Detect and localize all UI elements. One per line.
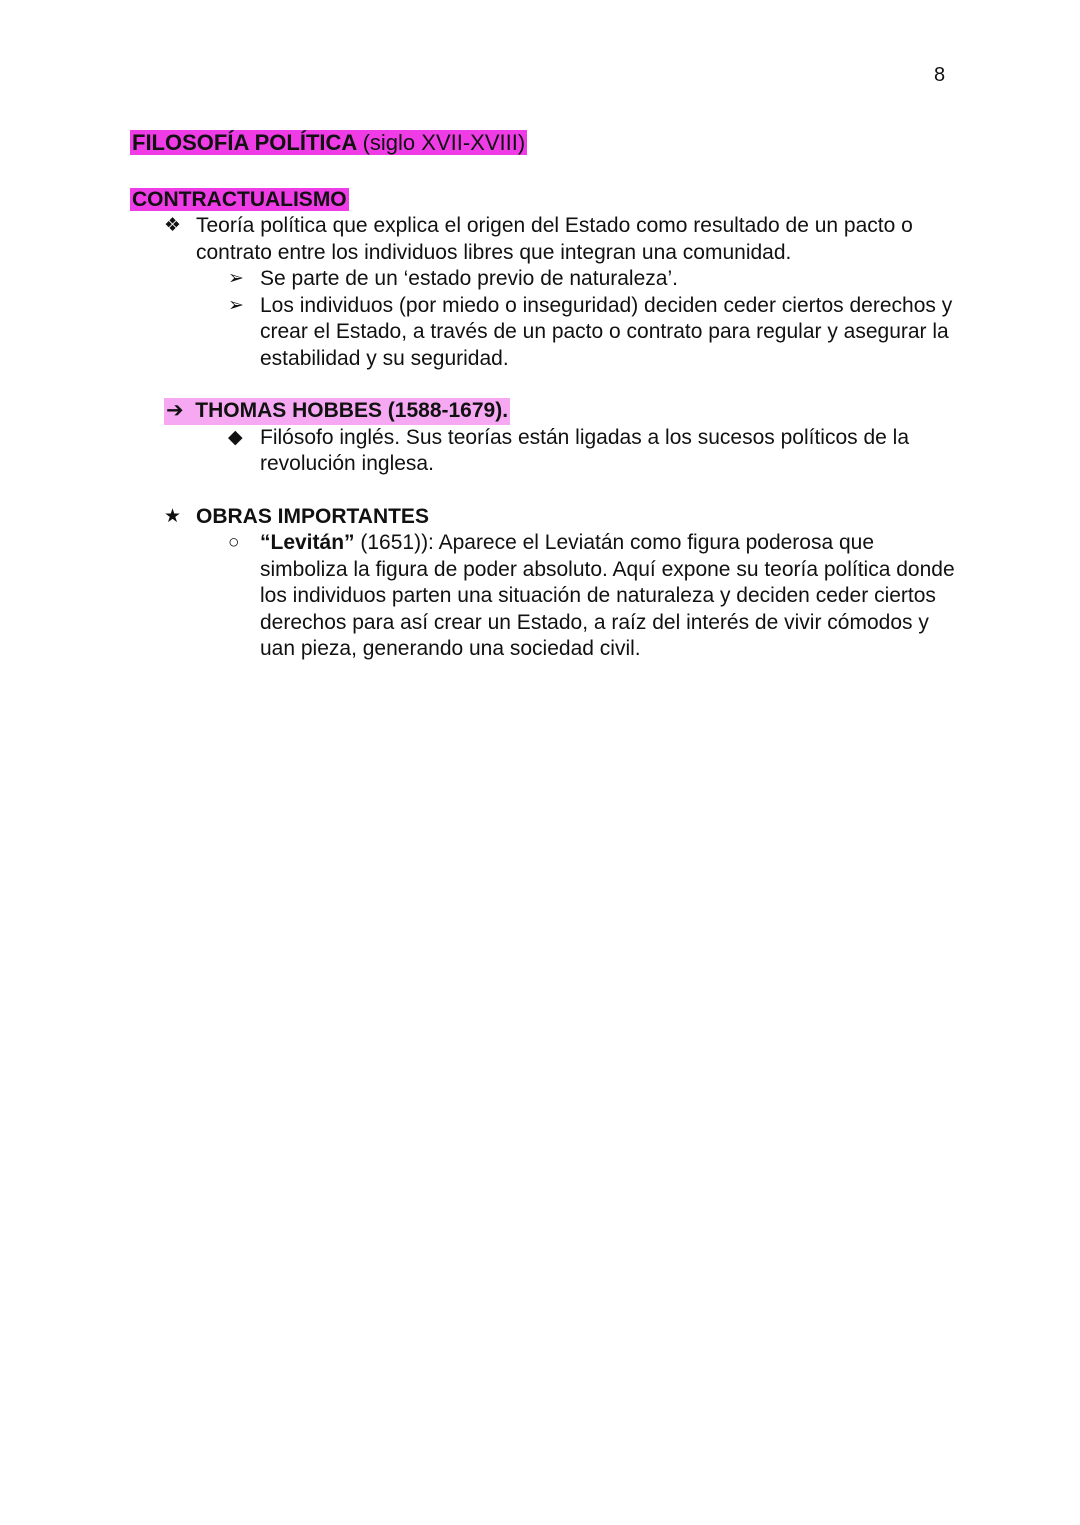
section-obras — [130, 504, 960, 663]
section-contractualismo — [130, 187, 960, 373]
hobbes-heading-row — [130, 398, 960, 425]
hobbes-description: Filósofo inglés. Sus teorías están ligadas a los sucesos políticos de la revolución inglesa. — [260, 425, 910, 475]
diamond-bullet-icon: ❖ — [164, 215, 182, 236]
page-number: 8 — [934, 64, 946, 86]
work-title: “Levitán” — [260, 531, 355, 554]
hobbes-heading: THOMAS HOBBES (1588-1679). — [195, 399, 509, 422]
list-item — [130, 266, 960, 293]
document-body — [130, 130, 960, 663]
hobbes-heading-highlight — [164, 398, 510, 425]
contractualismo-heading-row — [130, 187, 960, 214]
arrowhead-bullet-icon: ➢ — [228, 294, 244, 316]
arrow-right-icon: ➔ — [166, 399, 184, 422]
contractualismo-point-2: Los individuos (por miedo o inseguridad) deciden ceder ciertos derechos y crear el Estado, a través de un pacto o contrato para regular y asegurar la estabilidad y su seguridad. — [260, 293, 953, 370]
contractualismo-definition: Teoría política que explica el origen del Estado como resultado de un pacto o contrato entre los individuos libres que integran una comunidad. — [196, 214, 913, 264]
contractualismo-point-1: Se parte de un ‘estado previo de naturaleza’. — [260, 267, 678, 290]
obras-description — [260, 530, 960, 663]
star-icon: ★ — [164, 505, 182, 527]
list-item — [130, 213, 960, 266]
obras-heading: OBRAS IMPORTANTES — [196, 504, 429, 528]
arrowhead-bullet-icon: ➢ — [228, 268, 244, 289]
contractualismo-heading: CONTRACTUALISMO — [132, 187, 347, 211]
obras-heading-row — [130, 504, 960, 531]
circle-bullet-icon: ○ — [228, 532, 240, 553]
filled-diamond-bullet-icon: ◆ — [228, 426, 243, 448]
title-bold: FILOSOFÍA POLÍTICA — [132, 130, 357, 155]
work-text: (1651)): Aparece el Leviatán como figura poderosa que simboliza la figura de poder absoluto. Aquí expone su teoría política donde los individuos parten una situación de naturaleza y deciden ceder ciertos derechos para así crear un Estado, a raíz del interés de vivir cómodos y uan pieza, generando una sociedad civil. — [260, 531, 955, 660]
section-hobbes — [130, 398, 960, 478]
list-item — [130, 425, 960, 478]
list-item — [130, 530, 960, 663]
list-item — [130, 293, 960, 373]
title-highlight — [130, 130, 527, 155]
page-title — [130, 130, 960, 157]
title-period: (siglo XVII-XVIII) — [362, 130, 526, 155]
